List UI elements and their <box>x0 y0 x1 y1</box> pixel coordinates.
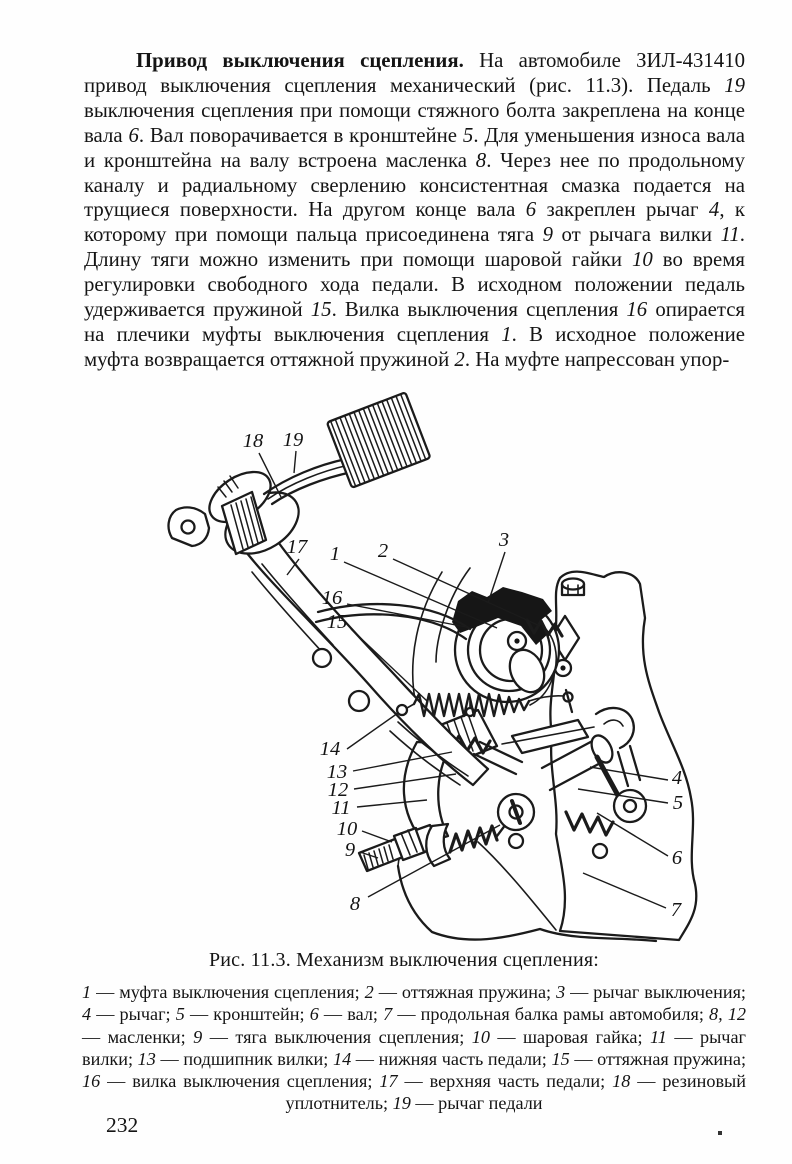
page-number: 232 <box>106 1113 139 1137</box>
callout-number-11: 11 <box>331 797 351 819</box>
callout-number-1: 1 <box>329 543 341 565</box>
callout-number-17: 17 <box>286 536 308 558</box>
frame-rail <box>550 572 696 940</box>
callout-number-18: 18 <box>242 430 264 452</box>
callout-number-3: 3 <box>498 529 510 551</box>
callout-number-19: 19 <box>282 429 304 451</box>
callout-number-2: 2 <box>377 540 389 562</box>
release-bearing <box>452 587 562 705</box>
callout-number-15: 15 <box>326 611 348 633</box>
pedal-arm <box>243 539 488 785</box>
callout-number-9: 9 <box>344 839 356 861</box>
callout-number-4: 4 <box>671 767 683 789</box>
callout-number-8: 8 <box>349 893 361 915</box>
callout-number-13: 13 <box>326 761 348 783</box>
callout-number-12: 12 <box>327 779 349 801</box>
figure-caption: Рис. 11.3. Механизм выключения сцепления: <box>208 949 600 971</box>
callout-number-16: 16 <box>321 587 343 609</box>
arm-clevis <box>498 794 534 848</box>
callout-number-7: 7 <box>670 899 682 921</box>
callout-number-10: 10 <box>336 818 358 840</box>
callout-number-5: 5 <box>672 792 684 814</box>
callout-number-6: 6 <box>671 847 683 869</box>
body-paragraph: Привод выключения сцепления. На автомобиле ЗИЛ-431410 привод выключения сцепления механический (рис. 11.3). Педаль 19 выключения сцепления при помощи стяжного болта закреплена на конце вала 6. Вал поворачивается в кронштейне 5. Для уменьшения износа вала и кронштейна на валу встроена масленка 8. Через нее по продольному каналу и радиальному сверлению консистентная смазка подается на трущиеся поверхности. На другом конце вала 6 закреплен рычаг 4, к которому при помощи пальца присоединена тяга 9 от рычага вилки 11. Длину тяги можно изменить при помощи шаровой гайки 10 во время регулировки свободного хода педали. В исходном положении педаль удерживается пружиной 15. Вилка выключения сцепления 16 опирается на плечики муфты выключения сцепления 1. В исходное положение муфта возвращается оттяжной пружиной 2. На муфте напрессован упор- <box>84 49 746 371</box>
scan-speck <box>718 1131 722 1135</box>
figure-legend: 1 — муфта выключения сцепления; 2 — оттяжная пружина; 3 — рычаг выключения; 4 — рычаг; 5 — кронштейн; 6 — вал; 7 — продольная балка рамы автомобиля; 8, 12 — масленки; 9 — тяга выключения сцепления; 10 — шаровая гайка; 11 — рычаг вилки; 13 — подшипник вилки; 14 — нижняя часть педали; 15 — оттяжная пружина; 16 — вилка выключения сцепления; 17 — верхняя часть педали; 18 — резиновый уплотнитель; 19 — рычаг педали <box>82 982 747 1114</box>
callout-number-14: 14 <box>319 738 341 760</box>
